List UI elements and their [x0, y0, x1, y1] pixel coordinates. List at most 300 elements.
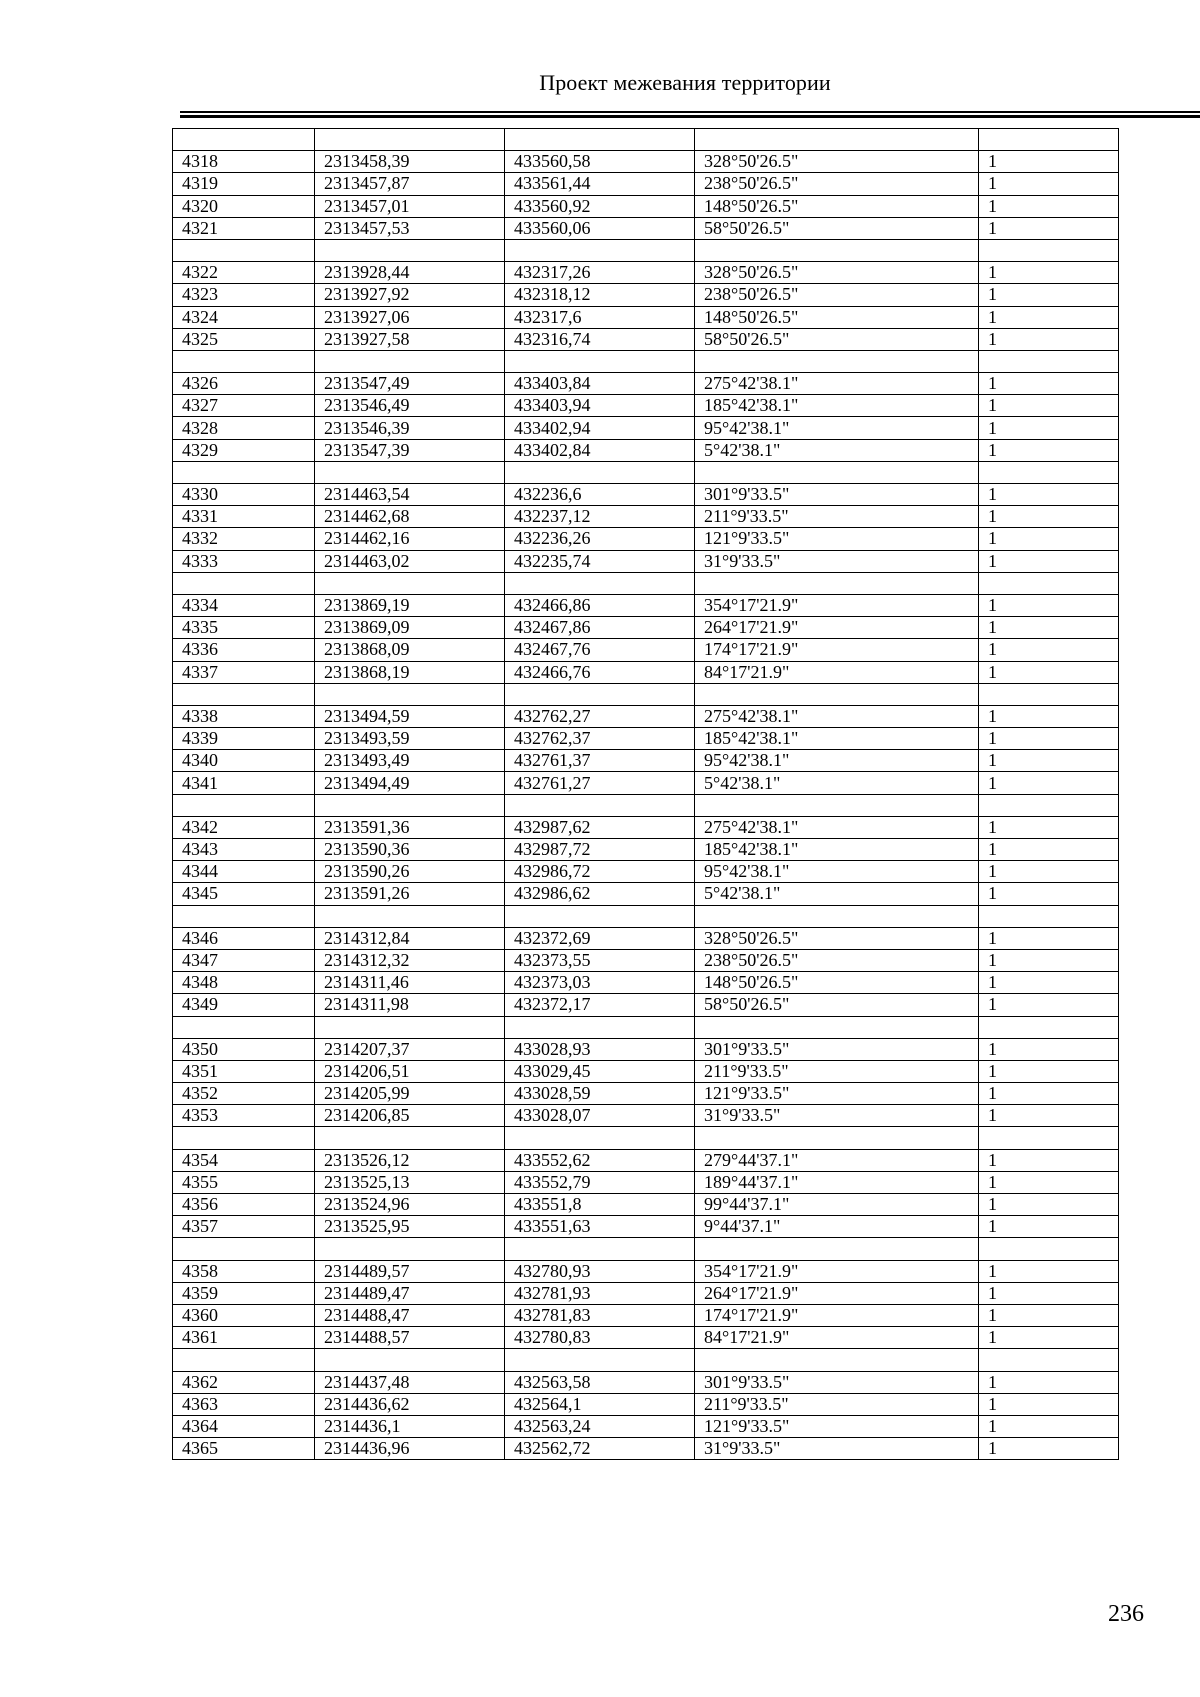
length-cell: 1 — [979, 1438, 1119, 1460]
point-number-cell: 4336 — [173, 639, 315, 661]
empty-cell — [695, 1127, 979, 1149]
empty-cell — [173, 905, 315, 927]
table-row — [173, 1327, 1119, 1349]
empty-cell — [979, 350, 1119, 372]
point-number-cell: 4346 — [173, 927, 315, 949]
table-row — [173, 1060, 1119, 1082]
length-cell: 1 — [979, 395, 1119, 417]
length-cell: 1 — [979, 1194, 1119, 1216]
table-row — [173, 1260, 1119, 1282]
empty-cell — [979, 683, 1119, 705]
point-number-cell: 4349 — [173, 994, 315, 1016]
direction-angle-cell: 185°42'38.1" — [695, 395, 979, 417]
y-coordinate-cell: 432761,37 — [505, 750, 695, 772]
direction-angle-cell: 185°42'38.1" — [695, 839, 979, 861]
point-number-cell: 4347 — [173, 949, 315, 971]
length-cell: 1 — [979, 816, 1119, 838]
y-coordinate-cell: 432373,03 — [505, 972, 695, 994]
table-row — [173, 1149, 1119, 1171]
x-coordinate-cell: 2313457,87 — [315, 173, 505, 195]
direction-angle-cell: 174°17'21.9" — [695, 1304, 979, 1326]
length-cell: 1 — [979, 262, 1119, 284]
y-coordinate-cell: 432987,72 — [505, 839, 695, 861]
point-number-cell: 4358 — [173, 1260, 315, 1282]
empty-cell — [695, 905, 979, 927]
y-coordinate-cell: 432317,6 — [505, 306, 695, 328]
table-row — [173, 617, 1119, 639]
point-number-cell: 4353 — [173, 1105, 315, 1127]
point-number-cell: 4323 — [173, 284, 315, 306]
table-row — [173, 151, 1119, 173]
point-number-cell: 4364 — [173, 1415, 315, 1437]
y-coordinate-cell: 433551,63 — [505, 1216, 695, 1238]
length-cell: 1 — [979, 550, 1119, 572]
x-coordinate-cell: 2314311,46 — [315, 972, 505, 994]
length-cell: 1 — [979, 1260, 1119, 1282]
empty-cell — [315, 905, 505, 927]
point-number-cell: 4354 — [173, 1149, 315, 1171]
direction-angle-cell: 328°50'26.5" — [695, 927, 979, 949]
table-row — [173, 1282, 1119, 1304]
empty-cell — [315, 461, 505, 483]
direction-angle-cell: 174°17'21.9" — [695, 639, 979, 661]
length-cell: 1 — [979, 639, 1119, 661]
empty-cell — [695, 129, 979, 151]
x-coordinate-cell: 2313526,12 — [315, 1149, 505, 1171]
length-cell: 1 — [979, 594, 1119, 616]
x-coordinate-cell: 2314436,62 — [315, 1393, 505, 1415]
point-number-cell: 4338 — [173, 705, 315, 727]
y-coordinate-cell: 433552,62 — [505, 1149, 695, 1171]
y-coordinate-cell: 432780,83 — [505, 1327, 695, 1349]
length-cell: 1 — [979, 1038, 1119, 1060]
x-coordinate-cell: 2314206,85 — [315, 1105, 505, 1127]
length-cell: 1 — [979, 728, 1119, 750]
direction-angle-cell: 301°9'33.5" — [695, 1371, 979, 1393]
length-cell: 1 — [979, 772, 1119, 794]
point-number-cell: 4333 — [173, 550, 315, 572]
x-coordinate-cell: 2313493,49 — [315, 750, 505, 772]
x-coordinate-cell: 2313457,01 — [315, 195, 505, 217]
separator-row — [173, 794, 1119, 816]
empty-cell — [173, 794, 315, 816]
separator-row — [173, 1238, 1119, 1260]
y-coordinate-cell: 432564,1 — [505, 1393, 695, 1415]
y-coordinate-cell: 433552,79 — [505, 1171, 695, 1193]
length-cell: 1 — [979, 1060, 1119, 1082]
direction-angle-cell: 95°42'38.1" — [695, 861, 979, 883]
y-coordinate-cell: 433028,93 — [505, 1038, 695, 1060]
empty-cell — [695, 461, 979, 483]
x-coordinate-cell: 2313525,95 — [315, 1216, 505, 1238]
empty-cell — [315, 239, 505, 261]
y-coordinate-cell: 432235,74 — [505, 550, 695, 572]
point-number-cell: 4330 — [173, 484, 315, 506]
y-coordinate-cell: 432236,26 — [505, 528, 695, 550]
empty-cell — [173, 239, 315, 261]
point-number-cell: 4355 — [173, 1171, 315, 1193]
point-number-cell: 4340 — [173, 750, 315, 772]
empty-cell — [173, 1127, 315, 1149]
table-row — [173, 927, 1119, 949]
direction-angle-cell: 189°44'37.1" — [695, 1171, 979, 1193]
y-coordinate-cell: 433402,84 — [505, 439, 695, 461]
empty-cell — [695, 1349, 979, 1371]
empty-cell — [173, 572, 315, 594]
direction-angle-cell: 95°42'38.1" — [695, 750, 979, 772]
table-row — [173, 816, 1119, 838]
x-coordinate-cell: 2314207,37 — [315, 1038, 505, 1060]
x-coordinate-cell: 2313493,59 — [315, 728, 505, 750]
point-number-cell: 4361 — [173, 1327, 315, 1349]
table-row — [173, 373, 1119, 395]
length-cell: 1 — [979, 151, 1119, 173]
direction-angle-cell: 5°42'38.1" — [695, 772, 979, 794]
length-cell: 1 — [979, 1304, 1119, 1326]
empty-cell — [695, 350, 979, 372]
x-coordinate-cell: 2314463,54 — [315, 484, 505, 506]
empty-cell — [505, 794, 695, 816]
length-cell: 1 — [979, 306, 1119, 328]
length-cell: 1 — [979, 949, 1119, 971]
direction-angle-cell: 279°44'37.1" — [695, 1149, 979, 1171]
x-coordinate-cell: 2314437,48 — [315, 1371, 505, 1393]
y-coordinate-cell: 432986,62 — [505, 883, 695, 905]
length-cell: 1 — [979, 750, 1119, 772]
length-cell: 1 — [979, 839, 1119, 861]
length-cell: 1 — [979, 439, 1119, 461]
direction-angle-cell: 354°17'21.9" — [695, 1260, 979, 1282]
direction-angle-cell: 264°17'21.9" — [695, 617, 979, 639]
y-coordinate-cell: 433560,92 — [505, 195, 695, 217]
empty-cell — [315, 1016, 505, 1038]
empty-cell — [173, 1016, 315, 1038]
x-coordinate-cell: 2314462,68 — [315, 506, 505, 528]
direction-angle-cell: 328°50'26.5" — [695, 262, 979, 284]
direction-angle-cell: 148°50'26.5" — [695, 306, 979, 328]
table-row — [173, 994, 1119, 1016]
empty-cell — [173, 129, 315, 151]
x-coordinate-cell: 2313590,36 — [315, 839, 505, 861]
empty-cell — [979, 1127, 1119, 1149]
table-row — [173, 728, 1119, 750]
length-cell: 1 — [979, 173, 1119, 195]
direction-angle-cell: 301°9'33.5" — [695, 484, 979, 506]
table-row — [173, 506, 1119, 528]
x-coordinate-cell: 2314463,02 — [315, 550, 505, 572]
separator-row — [173, 572, 1119, 594]
page-header-title: Проект межевания территории — [539, 70, 831, 95]
point-number-cell: 4359 — [173, 1282, 315, 1304]
y-coordinate-cell: 432466,76 — [505, 661, 695, 683]
table-row — [173, 195, 1119, 217]
length-cell: 1 — [979, 1371, 1119, 1393]
x-coordinate-cell: 2313868,19 — [315, 661, 505, 683]
direction-angle-cell: 58°50'26.5" — [695, 994, 979, 1016]
length-cell: 1 — [979, 1083, 1119, 1105]
point-number-cell: 4318 — [173, 151, 315, 173]
table-row — [173, 484, 1119, 506]
y-coordinate-cell: 432563,24 — [505, 1415, 695, 1437]
length-cell: 1 — [979, 373, 1119, 395]
table-row — [173, 395, 1119, 417]
separator-row — [173, 683, 1119, 705]
direction-angle-cell: 264°17'21.9" — [695, 1282, 979, 1304]
point-number-cell: 4335 — [173, 617, 315, 639]
table-row — [173, 1216, 1119, 1238]
empty-cell — [505, 129, 695, 151]
direction-angle-cell: 121°9'33.5" — [695, 528, 979, 550]
table-row — [173, 1393, 1119, 1415]
point-number-cell: 4329 — [173, 439, 315, 461]
length-cell: 1 — [979, 927, 1119, 949]
x-coordinate-cell: 2313524,96 — [315, 1194, 505, 1216]
direction-angle-cell: 121°9'33.5" — [695, 1415, 979, 1437]
x-coordinate-cell: 2314489,47 — [315, 1282, 505, 1304]
empty-cell — [315, 350, 505, 372]
length-cell: 1 — [979, 972, 1119, 994]
empty-cell — [979, 794, 1119, 816]
point-number-cell: 4357 — [173, 1216, 315, 1238]
point-number-cell: 4351 — [173, 1060, 315, 1082]
empty-cell — [505, 1349, 695, 1371]
empty-cell — [315, 1127, 505, 1149]
y-coordinate-cell: 432781,83 — [505, 1304, 695, 1326]
direction-angle-cell: 31°9'33.5" — [695, 550, 979, 572]
length-cell: 1 — [979, 705, 1119, 727]
point-number-cell: 4334 — [173, 594, 315, 616]
header-rule-thin — [180, 111, 1200, 113]
empty-cell — [505, 683, 695, 705]
empty-cell — [695, 1016, 979, 1038]
direction-angle-cell: 211°9'33.5" — [695, 506, 979, 528]
point-number-cell: 4332 — [173, 528, 315, 550]
x-coordinate-cell: 2314489,57 — [315, 1260, 505, 1282]
table-row — [173, 750, 1119, 772]
empty-cell — [173, 1238, 315, 1260]
empty-cell — [173, 461, 315, 483]
x-coordinate-cell: 2313590,26 — [315, 861, 505, 883]
coordinates-table — [172, 128, 1119, 1460]
y-coordinate-cell: 432781,93 — [505, 1282, 695, 1304]
x-coordinate-cell: 2313546,39 — [315, 417, 505, 439]
direction-angle-cell: 5°42'38.1" — [695, 883, 979, 905]
point-number-cell: 4362 — [173, 1371, 315, 1393]
empty-cell — [979, 572, 1119, 594]
x-coordinate-cell: 2314436,96 — [315, 1438, 505, 1460]
length-cell: 1 — [979, 1171, 1119, 1193]
x-coordinate-cell: 2314312,84 — [315, 927, 505, 949]
empty-cell — [173, 1349, 315, 1371]
point-number-cell: 4339 — [173, 728, 315, 750]
direction-angle-cell: 238°50'26.5" — [695, 949, 979, 971]
length-cell: 1 — [979, 994, 1119, 1016]
direction-angle-cell: 275°42'38.1" — [695, 373, 979, 395]
empty-cell — [695, 1238, 979, 1260]
y-coordinate-cell: 432987,62 — [505, 816, 695, 838]
x-coordinate-cell: 2313546,49 — [315, 395, 505, 417]
y-coordinate-cell: 433029,45 — [505, 1060, 695, 1082]
y-coordinate-cell: 432372,69 — [505, 927, 695, 949]
table-row — [173, 1083, 1119, 1105]
separator-row — [173, 905, 1119, 927]
table-row — [173, 972, 1119, 994]
empty-cell — [505, 461, 695, 483]
direction-angle-cell: 185°42'38.1" — [695, 728, 979, 750]
table-row — [173, 661, 1119, 683]
page-number: 236 — [1108, 1601, 1144, 1627]
length-cell: 1 — [979, 1149, 1119, 1171]
empty-cell — [695, 794, 979, 816]
empty-cell — [315, 683, 505, 705]
x-coordinate-cell: 2313869,09 — [315, 617, 505, 639]
table-row — [173, 306, 1119, 328]
length-cell: 1 — [979, 617, 1119, 639]
separator-row — [173, 350, 1119, 372]
y-coordinate-cell: 432986,72 — [505, 861, 695, 883]
y-coordinate-cell: 433403,94 — [505, 395, 695, 417]
point-number-cell: 4331 — [173, 506, 315, 528]
point-number-cell: 4363 — [173, 1393, 315, 1415]
table-row — [173, 1171, 1119, 1193]
empty-cell — [505, 572, 695, 594]
point-number-cell: 4325 — [173, 328, 315, 350]
y-coordinate-cell: 433028,59 — [505, 1083, 695, 1105]
direction-angle-cell: 354°17'21.9" — [695, 594, 979, 616]
empty-cell — [505, 905, 695, 927]
point-number-cell: 4356 — [173, 1194, 315, 1216]
y-coordinate-cell: 433551,8 — [505, 1194, 695, 1216]
empty-cell — [315, 1238, 505, 1260]
point-number-cell: 4337 — [173, 661, 315, 683]
length-cell: 1 — [979, 883, 1119, 905]
direction-angle-cell: 238°50'26.5" — [695, 173, 979, 195]
empty-cell — [979, 1349, 1119, 1371]
y-coordinate-cell: 432237,12 — [505, 506, 695, 528]
empty-cell — [979, 1016, 1119, 1038]
direction-angle-cell: 84°17'21.9" — [695, 661, 979, 683]
x-coordinate-cell: 2314436,1 — [315, 1415, 505, 1437]
direction-angle-cell: 238°50'26.5" — [695, 284, 979, 306]
y-coordinate-cell: 432372,17 — [505, 994, 695, 1016]
point-number-cell: 4326 — [173, 373, 315, 395]
table-row — [173, 217, 1119, 239]
table-row — [173, 705, 1119, 727]
direction-angle-cell: 9°44'37.1" — [695, 1216, 979, 1238]
x-coordinate-cell: 2313869,19 — [315, 594, 505, 616]
length-cell: 1 — [979, 284, 1119, 306]
empty-cell — [979, 129, 1119, 151]
direction-angle-cell: 211°9'33.5" — [695, 1060, 979, 1082]
y-coordinate-cell: 432236,6 — [505, 484, 695, 506]
empty-cell — [505, 350, 695, 372]
empty-cell — [315, 572, 505, 594]
table-row — [173, 1105, 1119, 1127]
direction-angle-cell: 84°17'21.9" — [695, 1327, 979, 1349]
coordinates-table-body — [173, 129, 1119, 1460]
x-coordinate-cell: 2314205,99 — [315, 1083, 505, 1105]
table-row — [173, 1438, 1119, 1460]
length-cell: 1 — [979, 195, 1119, 217]
x-coordinate-cell: 2314206,51 — [315, 1060, 505, 1082]
empty-cell — [695, 239, 979, 261]
point-number-cell: 4328 — [173, 417, 315, 439]
x-coordinate-cell: 2313927,92 — [315, 284, 505, 306]
point-number-cell: 4345 — [173, 883, 315, 905]
length-cell: 1 — [979, 861, 1119, 883]
x-coordinate-cell: 2313547,49 — [315, 373, 505, 395]
length-cell: 1 — [979, 484, 1119, 506]
direction-angle-cell: 328°50'26.5" — [695, 151, 979, 173]
length-cell: 1 — [979, 417, 1119, 439]
x-coordinate-cell: 2314462,16 — [315, 528, 505, 550]
x-coordinate-cell: 2313457,53 — [315, 217, 505, 239]
empty-cell — [315, 1349, 505, 1371]
x-coordinate-cell: 2313494,49 — [315, 772, 505, 794]
y-coordinate-cell: 433028,07 — [505, 1105, 695, 1127]
table-row — [173, 949, 1119, 971]
direction-angle-cell: 31°9'33.5" — [695, 1438, 979, 1460]
empty-cell — [979, 239, 1119, 261]
y-coordinate-cell: 432761,27 — [505, 772, 695, 794]
table-row — [173, 328, 1119, 350]
point-number-cell: 4352 — [173, 1083, 315, 1105]
y-coordinate-cell: 432780,93 — [505, 1260, 695, 1282]
direction-angle-cell: 275°42'38.1" — [695, 705, 979, 727]
point-number-cell: 4320 — [173, 195, 315, 217]
point-number-cell: 4360 — [173, 1304, 315, 1326]
empty-cell — [505, 239, 695, 261]
x-coordinate-cell: 2314488,57 — [315, 1327, 505, 1349]
length-cell: 1 — [979, 1393, 1119, 1415]
direction-angle-cell: 58°50'26.5" — [695, 217, 979, 239]
length-cell: 1 — [979, 1415, 1119, 1437]
empty-cell — [315, 794, 505, 816]
separator-row — [173, 129, 1119, 151]
length-cell: 1 — [979, 1216, 1119, 1238]
x-coordinate-cell: 2313525,13 — [315, 1171, 505, 1193]
direction-angle-cell: 275°42'38.1" — [695, 816, 979, 838]
direction-angle-cell: 148°50'26.5" — [695, 972, 979, 994]
y-coordinate-cell: 433560,58 — [505, 151, 695, 173]
table-row — [173, 883, 1119, 905]
table-row — [173, 528, 1119, 550]
length-cell: 1 — [979, 528, 1119, 550]
point-number-cell: 4342 — [173, 816, 315, 838]
point-number-cell: 4343 — [173, 839, 315, 861]
y-coordinate-cell: 433560,06 — [505, 217, 695, 239]
length-cell: 1 — [979, 217, 1119, 239]
direction-angle-cell: 301°9'33.5" — [695, 1038, 979, 1060]
point-number-cell: 4365 — [173, 1438, 315, 1460]
table-row — [173, 173, 1119, 195]
table-row — [173, 772, 1119, 794]
length-cell: 1 — [979, 1327, 1119, 1349]
table-row — [173, 839, 1119, 861]
x-coordinate-cell: 2313547,39 — [315, 439, 505, 461]
y-coordinate-cell: 432562,72 — [505, 1438, 695, 1460]
table-row — [173, 439, 1119, 461]
direction-angle-cell: 58°50'26.5" — [695, 328, 979, 350]
empty-cell — [505, 1016, 695, 1038]
point-number-cell: 4350 — [173, 1038, 315, 1060]
empty-cell — [979, 461, 1119, 483]
table-row — [173, 284, 1119, 306]
y-coordinate-cell: 432466,86 — [505, 594, 695, 616]
point-number-cell: 4319 — [173, 173, 315, 195]
x-coordinate-cell: 2313868,09 — [315, 639, 505, 661]
direction-angle-cell: 31°9'33.5" — [695, 1105, 979, 1127]
